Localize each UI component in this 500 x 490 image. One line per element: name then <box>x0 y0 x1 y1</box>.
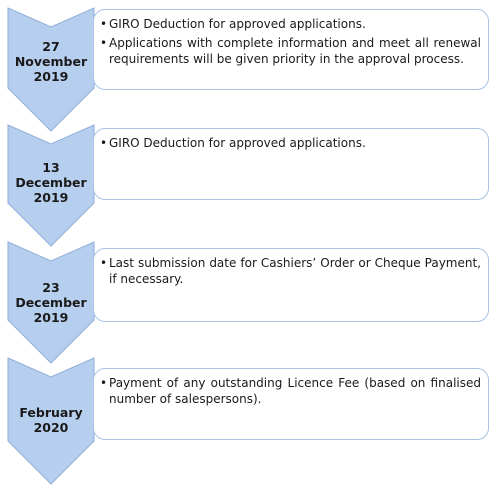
stage-bullet <box>100 16 481 32</box>
stage-date-line: 27 <box>42 39 60 54</box>
stage-date-line: 2019 <box>33 310 69 325</box>
bullet-dot-icon: • <box>100 256 108 270</box>
stage-date <box>7 280 95 325</box>
bullet-dot-icon: • <box>100 36 108 50</box>
stage-bullet-text: Applications with complete information and meet all renewal requirements will be given priority in the approval process. <box>109 36 481 66</box>
stage-bullet <box>100 255 481 287</box>
stage-date <box>7 160 95 205</box>
stage-date-line: 2019 <box>33 190 69 205</box>
stage-date-line: December <box>15 295 87 310</box>
stage-date-line: 2019 <box>33 69 69 84</box>
stage-date-line: December <box>15 175 87 190</box>
stage-description-box <box>93 248 489 322</box>
stage-bullet-text: GIRO Deduction for approved applications. <box>109 136 366 150</box>
stage-bullet <box>100 375 481 407</box>
bullet-dot-icon: • <box>100 376 108 390</box>
stage-date <box>7 405 95 435</box>
stage-description-box <box>93 128 489 200</box>
stage-description-box <box>93 9 489 90</box>
stage-bullet-text: GIRO Deduction for approved applications. <box>109 17 366 31</box>
stage-date-line: 23 <box>42 280 60 295</box>
stage-date-line: 2020 <box>33 420 69 435</box>
stage-date-line: February <box>19 405 83 420</box>
stage-date-line: November <box>14 54 88 69</box>
stage-bullet-text: Payment of any outstanding Licence Fee (based on finalised number of salespersons). <box>109 376 481 406</box>
stage-bullet <box>100 135 481 151</box>
stage-bullet-text: Last submission date for Cashiers’ Order or Cheque Payment, if necessary. <box>109 256 481 286</box>
bullet-dot-icon: • <box>100 136 108 150</box>
bullet-dot-icon: • <box>100 17 108 31</box>
stage-date-line: 13 <box>42 160 60 175</box>
stage-bullet <box>100 35 481 67</box>
stage-date <box>7 39 95 84</box>
stage-description-box <box>93 368 489 440</box>
